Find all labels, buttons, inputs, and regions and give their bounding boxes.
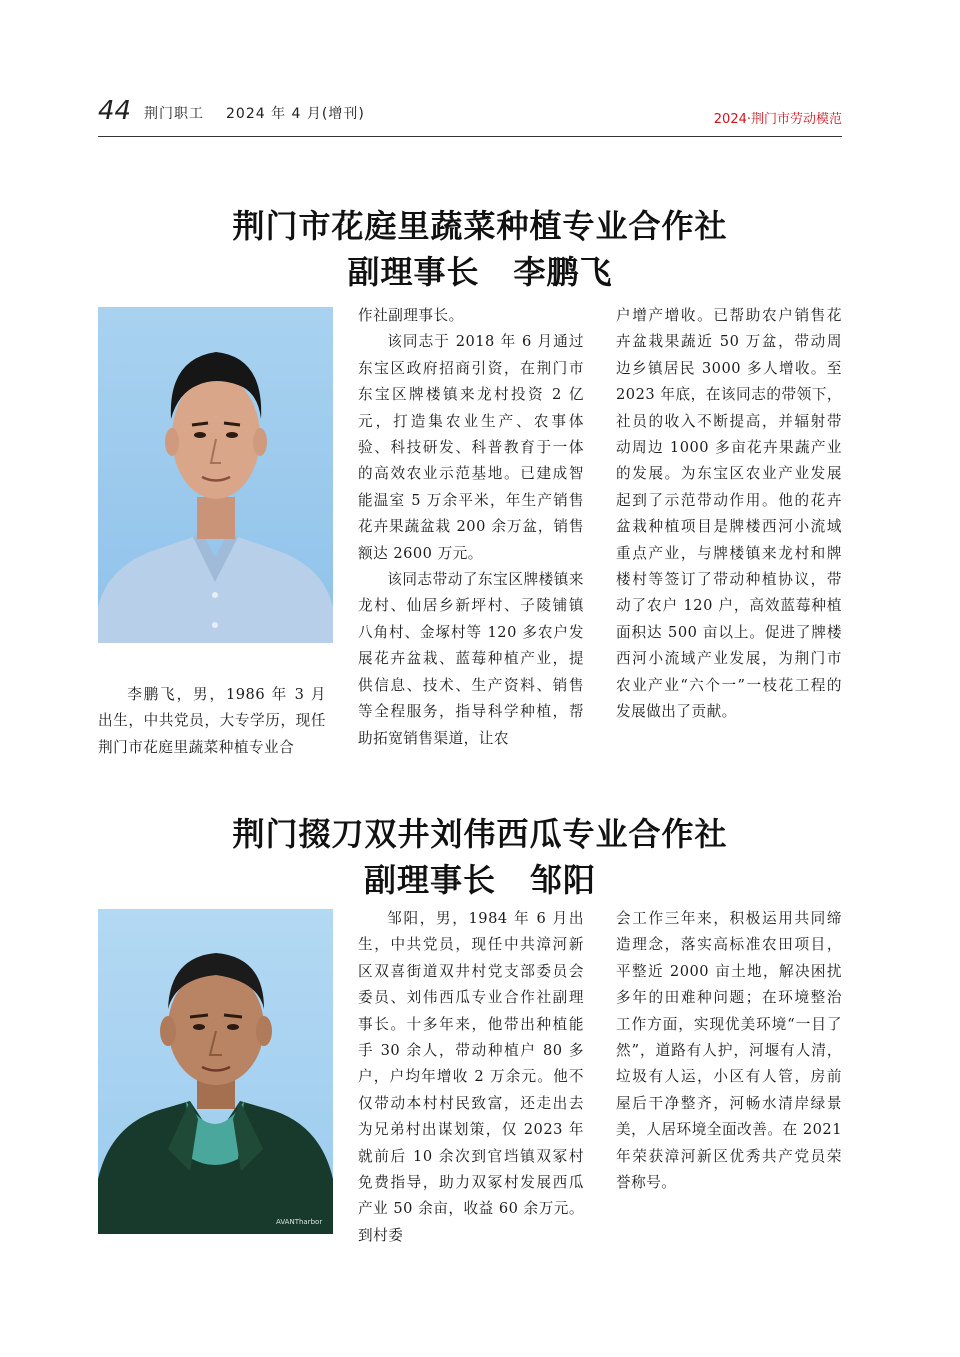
article2-name: 邹阳 [530,861,597,899]
article2-column-3: 会工作三年来，积极运用共同缔造理念，落实高标准农田项目，平整近 2000 亩土地，解决困扰多年的田难种问题；在环境整治工作方面，实现优美环境“一目了然”，道路有人护，河堰有人清，垃圾有人运，小区有人管，房前屋后干净整齐，河畅水清岸绿景美，人居环境全面改善。在 2021 年荣获漳河新区优秀共产党员荣誉称号。 [616,910,842,1192]
article1-name: 李鹏飞 [513,253,613,291]
series-title: 2024·荆门市劳动模范 [713,112,842,127]
article2-role: 副理事长 [363,861,496,899]
article1-column-2: 作社副理事长。 该同志于 2018 年 6 月通过东宝区政府招商引资，在荆门市东宝区牌楼镇来龙村投资 2 亿元，打造集农业生产、农事体验、科技研发、科普教育于一体的高效农业示范基地。已建成智能温室 5 万余平米，年生产销售花卉果蔬盆栽 200 余万盆，销售额达 2600 万元。 该同志带动了东宝区牌楼镇来龙村、仙居乡新坪村、子陵铺镇八角村、金塚村等 120 多农户发展花卉盆栽、蓝莓种植产业，提供信息、技术、生产资料、销售等全程服务，指导科学种植，帮助拓宽销售渠道，让农 [358,307,584,747]
portrait-illustration [98,307,333,643]
article1-role: 副理事长 [347,253,480,291]
article1-subtitle [0,250,960,294]
page-header [98,96,842,138]
page-number: 44 [98,96,132,126]
issue-date: 2024 年 4 月(增刊) [226,106,365,122]
portrait-photo-zou-yang [98,909,333,1234]
article1-title: 荆门市花庭里蔬菜种植专业合作社 [232,207,728,245]
magazine-info [144,103,387,123]
article1-caption: 李鹏飞，男，1986 年 3 月出生，中共党员，大专学历，现任荆门市花庭里蔬菜种植专业合 [98,686,326,756]
portrait-illustration [98,909,333,1234]
article2-title: 荆门掇刀双井刘伟西瓜专业合作社 [232,815,728,853]
article2-subtitle [0,858,960,902]
article1-column-3: 户增产增收。已帮助农户销售花卉盆栽果蔬近 50 万盆，带动周边乡镇居民 3000 多人增收。至 2023 年底，在该同志的带领下，社员的收入不断提高，并辐射带动周边 1000 多亩花卉果蔬产业的发展。为东宝区农业产业发展起到了示范带动作用。他的花卉盆栽种植项目是牌楼西河小流域重点产业，与牌楼镇来龙村和牌楼村等签订了带动种植协议，带动了农户 120 户，高效蓝莓种植面积达 500 亩以上。促进了牌楼西河小流域产业发展，为荆门市农业产业“六个一”一枝花工程的发展做出了贡献。 [616,307,842,721]
article2-column-2: 邹阳，男，1984 年 6 月出生，中共党员，现任中共漳河新区双喜街道双井村党支部委员会委员、刘伟西瓜专业合作社副理事长。十多年来，他带出种植能手 30 余人，带动种植户 80 多户，户均年增收 2 万余元。他不仅带动本村村民致富，还走出去为兄弟村出谋划策，仅 2023 年就前后 10 余次到官垱镇双冢村免费指导，助力双冢村发展西瓜产业 50 余亩，收益 60 余万元。到村委 [358,910,584,1244]
portrait-photo-li-pengfei [98,307,333,643]
header-rule [98,136,842,137]
jacket-logo: AVANTharbor [276,1218,323,1226]
magazine-name: 荆门职工 [144,106,204,122]
